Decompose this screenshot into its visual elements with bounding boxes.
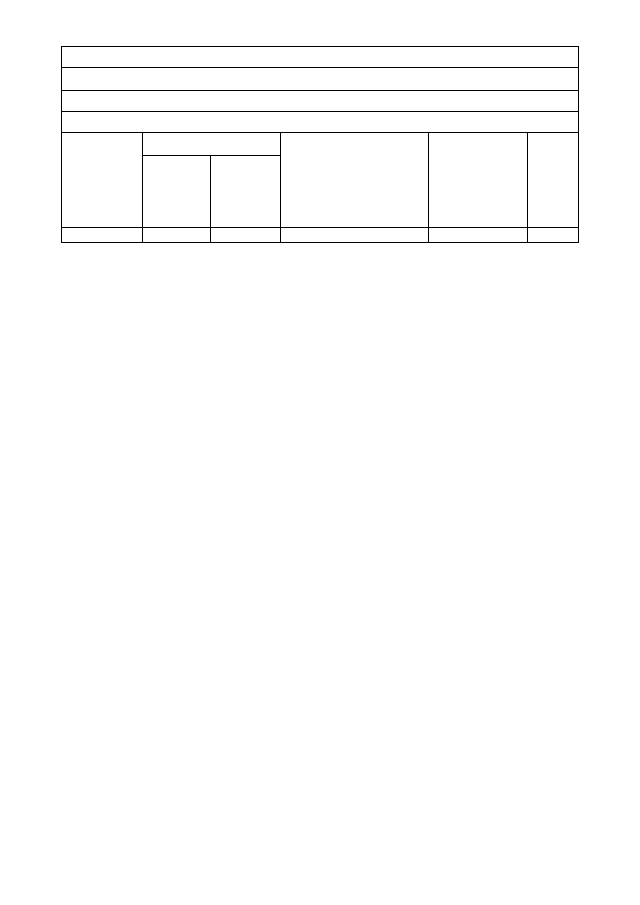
header-designation: [62, 133, 143, 228]
header-method: [281, 133, 429, 228]
section-subtitle: [62, 68, 579, 91]
col-number: [211, 228, 281, 243]
col-number: [528, 228, 579, 243]
column-numbers-row: [62, 228, 579, 243]
header-error: [429, 133, 528, 228]
col-number: [429, 228, 528, 243]
header-coords: [143, 133, 281, 156]
col-number: [281, 228, 429, 243]
header-y: [211, 156, 281, 228]
header-description: [528, 133, 579, 228]
block2-title: [62, 112, 579, 133]
boundary-table: [61, 46, 579, 243]
section-title: [62, 47, 579, 68]
col-number: [143, 228, 211, 243]
coord-system: [62, 91, 579, 112]
col-number: [62, 228, 143, 243]
header-x: [143, 156, 211, 228]
